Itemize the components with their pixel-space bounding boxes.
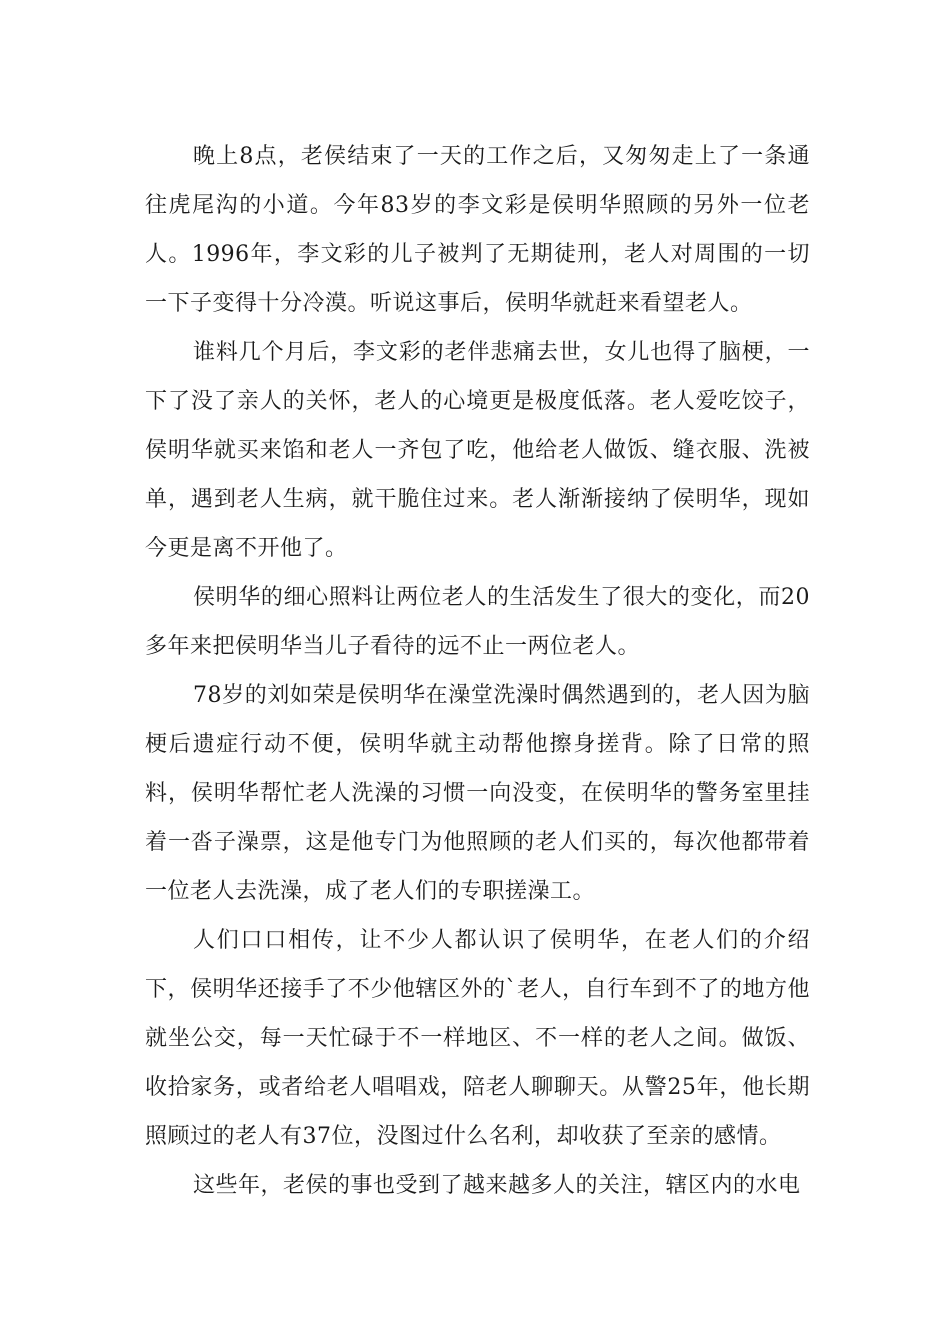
- paragraph-1: 晚上8点，老侯结束了一天的工作之后，又匆匆走上了一条通往虎尾沟的小道。今年83岁的李文彩是侯明华照顾的另外一位老人。1996年，李文彩的儿子被判了无期徒刑，老人对周围的一切一下子变得十分冷漠。听说这事后，侯明华就赶来看望老人。: [145, 144, 810, 316]
- paragraph-6: 这些年，老侯的事也受到了越来越多人的关注，辖区内的水电: [193, 1173, 801, 1198]
- paragraph-4: 78岁的刘如荣是侯明华在澡堂洗澡时偶然遇到的，老人因为脑梗后遗症行动不便，侯明华就主动帮他擦身搓背。除了日常的照料，侯明华帮忙老人洗澡的习惯一向没变，在侯明华的警务室里挂着一沓子澡票，这是他专门为他照顾的老人们买的，每次他都带着一位老人去洗澡，成了老人们的专职搓澡工。: [145, 683, 810, 904]
- paragraph-5: 人们口口相传，让不少人都认识了侯明华，在老人们的介绍下，侯明华还接手了不少他辖区外的`老人，自行车到不了的地方他就坐公交，每一天忙碌于不一样地区、不一样的老人之间。做饭、收拾家务，或者给老人唱唱戏，陪老人聊聊天。从警25年，他长期照顾过的老人有37位，没图过什么名利，却收获了至亲的感情。: [145, 928, 810, 1149]
- document-body: [145, 132, 810, 1210]
- paragraph-2: 谁料几个月后，李文彩的老伴悲痛去世，女儿也得了脑梗，一下了没了亲人的关怀，老人的心境更是极度低落。老人爱吃饺子，侯明华就买来馅和老人一齐包了吃，他给老人做饭、缝衣服、洗被单，遇到老人生病，就干脆住过来。老人渐渐接纳了侯明华，现如今更是离不开他了。: [145, 340, 810, 561]
- paragraph-3: 侯明华的细心照料让两位老人的生活发生了很大的变化，而20多年来把侯明华当儿子看待的远不止一两位老人。: [145, 585, 810, 659]
